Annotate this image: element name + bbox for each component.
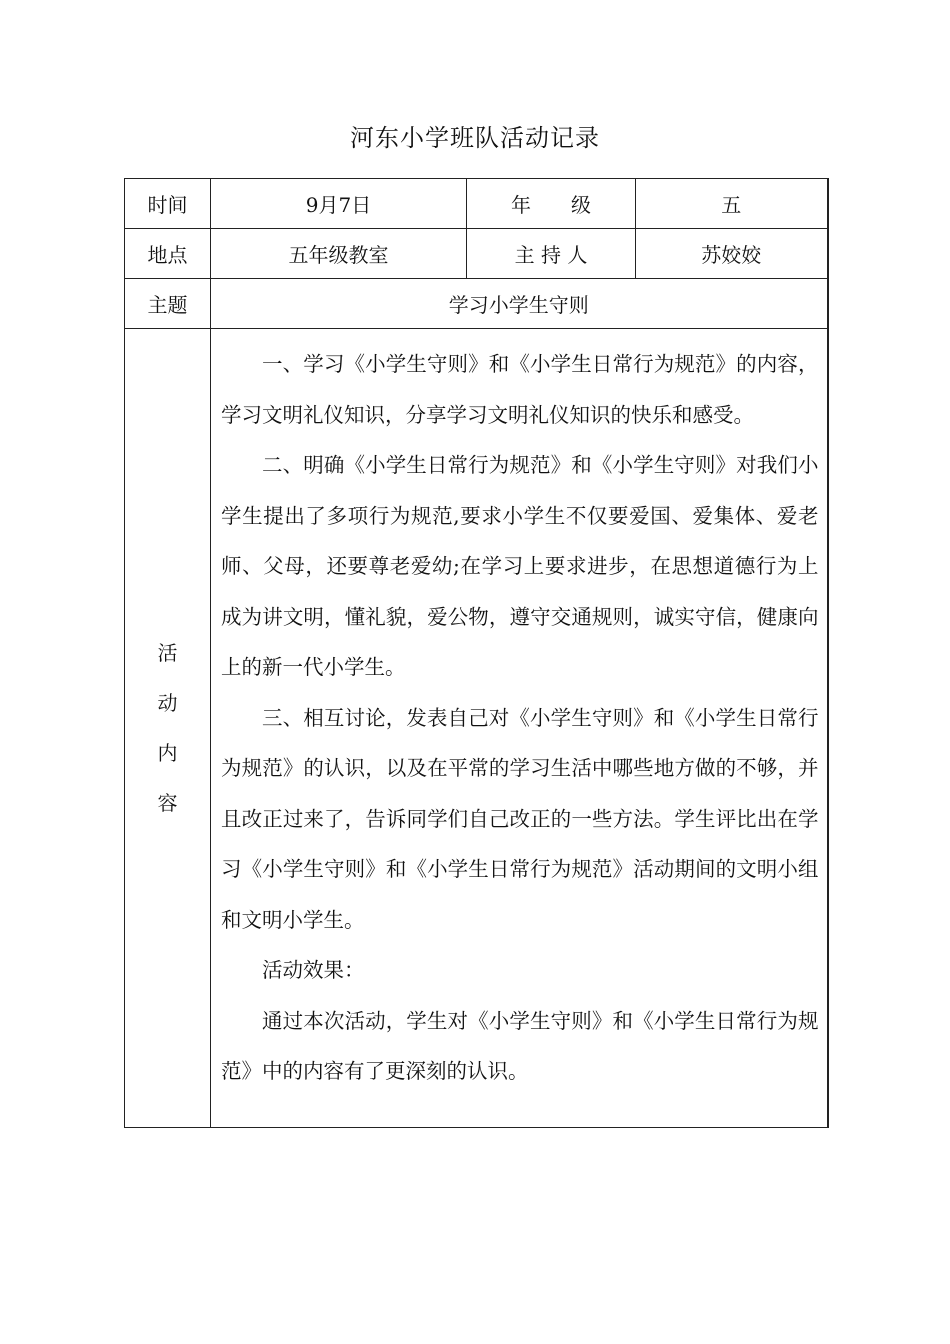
host-value: 苏姣姣: [636, 229, 828, 279]
place-value: 五年级教室: [211, 229, 467, 279]
content-paragraph: 一、学习《小学生守则》和《小学生日常行为规范》的内容，学习文明礼仪知识，分享学习文明礼仪知识的快乐和感受。: [221, 352, 819, 427]
place-label: 地点: [125, 229, 211, 279]
content-paragraph: 二、明确《小学生日常行为规范》和《小学生守则》对我们小学生提出了多项行为规范,要求小学生不仅要爱国、爱集体、爱老师、父母，还要尊老爱幼;在学习上要求进步，在思想道德行为上成为讲文明，懂礼貌，爱公物，遵守交通规则，诚实守信，健康向上的新一代小学生。: [221, 453, 819, 679]
table-row-content: [125, 329, 828, 1128]
content-label-char: 容: [157, 791, 178, 815]
time-value: 9月7日: [211, 179, 467, 229]
grade-label: 年 级: [467, 179, 636, 229]
table-row-time: [125, 179, 828, 229]
content-body: [211, 329, 828, 1128]
topic-label: 主题: [125, 279, 211, 329]
topic-value: 学习小学生守则: [211, 279, 828, 329]
content-paragraph: 活动效果：: [262, 958, 365, 982]
content-paragraph: 三、相互讨论，发表自己对《小学生守则》和《小学生日常行为规范》的认识，以及在平常的学习生活中哪些地方做的不够，并且改正过来了，告诉同学们自己改正的一些方法。学生评比出在学习《小学生守则》和《小学生日常行为规范》活动期间的文明小组和文明小学生。: [221, 705, 819, 932]
host-label: 主 持 人: [467, 229, 636, 279]
time-label: 时间: [125, 179, 211, 229]
content-label-char: 内: [157, 741, 178, 765]
content-paragraph: 通过本次活动，学生对《小学生守则》和《小学生日常行为规范》中的内容有了更深刻的认识。: [221, 1008, 819, 1083]
table-row-topic: [125, 279, 828, 329]
activity-record-table: [124, 178, 829, 1128]
table-row-place: [125, 229, 828, 279]
grade-value: 五: [636, 179, 828, 229]
content-label-char: 活: [157, 641, 178, 665]
content-label-char: 动: [157, 691, 178, 715]
document-title: 河东小学班队活动记录: [350, 124, 600, 152]
content-label: [125, 329, 211, 1128]
